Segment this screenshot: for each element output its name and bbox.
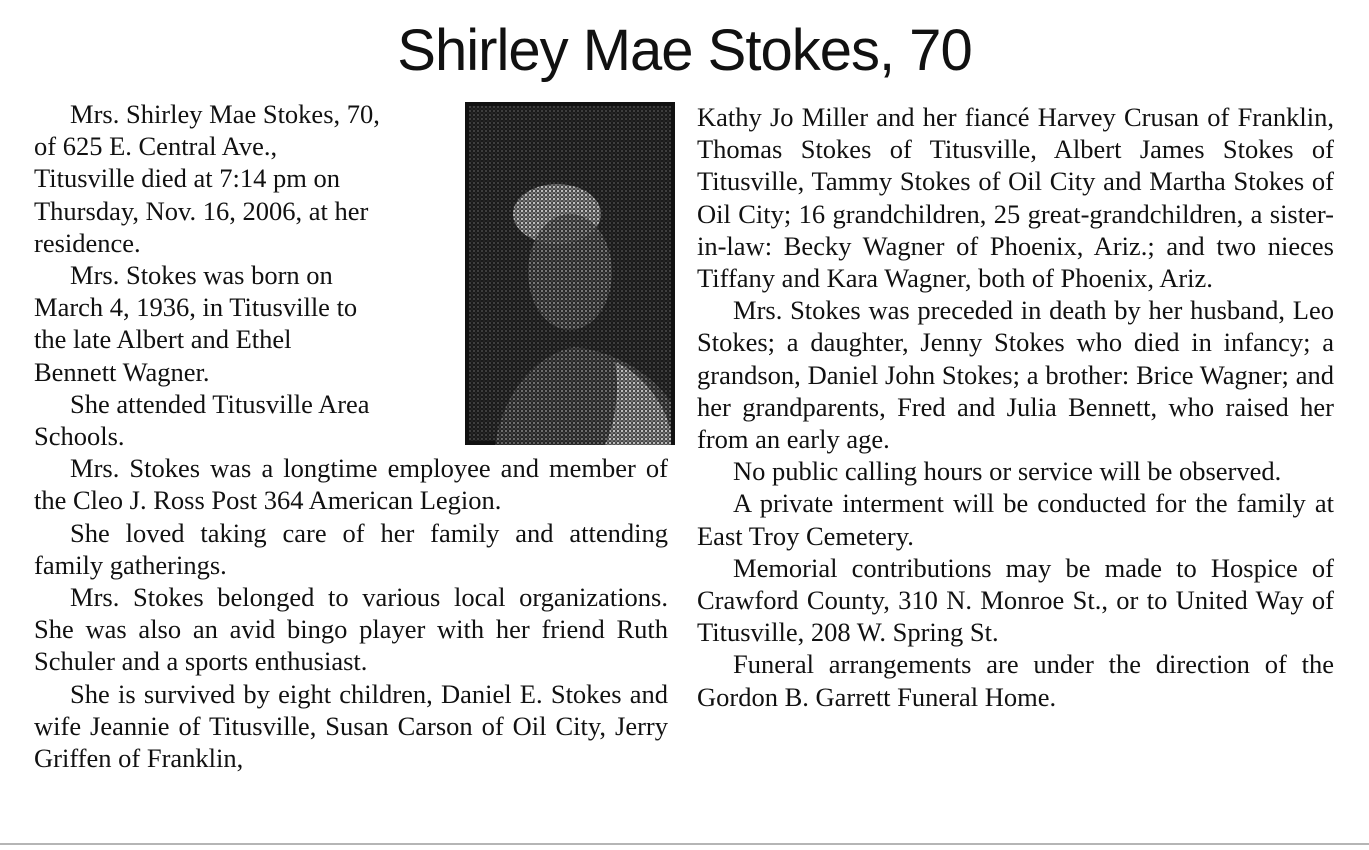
organizations-paragraph: Mrs. Stokes belonged to various local organizations. She was also an avid bingo player with her friend Ruth Schuler and a sports enthusiast.	[34, 582, 668, 677]
bottom-rule	[0, 843, 1369, 845]
survivors-paragraph: She is survived by eight children, Daniel E. Stokes and wife Jeannie of Titusville, Susan Carson of Oil City, Jerry Griffen of Franklin,	[34, 678, 668, 774]
calling-hours-paragraph: No public calling hours or service will be observed.	[733, 456, 1282, 487]
survivors-continued-paragraph: Kathy Jo Miller and her fiancé Harvey Crusan of Franklin, Thomas Stokes of Titusville, Albert James Stokes of Titusville, Tammy Stokes of Oil City and Martha Stokes of Oil City; 16 grandchildren, 25 great-grandchildren, a sister-in-law: Becky Wagner of Phoenix, Ariz.; and two nieces Tiffany and Kara Wagner, both of Phoenix, Ariz.	[697, 102, 1334, 294]
intro-line: Mrs. Shirley Mae Stokes, 70,	[70, 99, 380, 129]
birth-line: Mrs. Stokes was born on	[70, 260, 333, 291]
interment-paragraph: A private interment will be conducted for the family at East Troy Cemetery.	[697, 488, 1334, 551]
memorials-paragraph: Memorial contributions may be made to Hospice of Crawford County, 310 N. Monroe St., or to United Way of Titusville, 208 W. Spring St.	[697, 552, 1334, 648]
preceded-paragraph: Mrs. Stokes was preceded in death by her husband, Leo Stokes; a daughter, Jenny Stokes who died in infancy; a grandson, Daniel John Stokes; a brother: Brice Wagner; and her grandparents, Fred and Julia Bennett, who raised her from an early age.	[697, 295, 1334, 455]
intro-paragraph	[34, 98, 452, 259]
school-paragraph	[34, 388, 452, 452]
arrangements-paragraph: Funeral arrangements are under the direction of the Gordon B. Garrett Funeral Home.	[697, 649, 1334, 712]
obituary-headline: Shirley Mae Stokes, 70	[397, 18, 972, 83]
birth-line: March 4, 1936, in Titusville to	[34, 292, 358, 323]
right-column	[697, 101, 1334, 713]
birth-paragraph	[34, 259, 452, 388]
school-line: She attended Titusville Area	[70, 388, 370, 419]
birth-line: Bennett Wagner.	[34, 356, 210, 387]
school-line: Schools.	[34, 421, 125, 452]
birth-line: the late Albert and Ethel	[34, 324, 292, 355]
intro-line: Titusville died at 7:14 pm on	[34, 163, 340, 194]
intro-line: residence.	[34, 227, 141, 258]
employment-paragraph: Mrs. Stokes was a longtime employee and member of the Cleo J. Ross Post 364 American Legion.	[34, 453, 668, 516]
left-column	[34, 98, 668, 774]
intro-line: of 625 E. Central Ave.,	[34, 131, 278, 162]
intro-line: Thursday, Nov. 16, 2006, at her	[34, 195, 369, 226]
family-paragraph: She loved taking care of her family and attending family gatherings.	[34, 517, 668, 580]
